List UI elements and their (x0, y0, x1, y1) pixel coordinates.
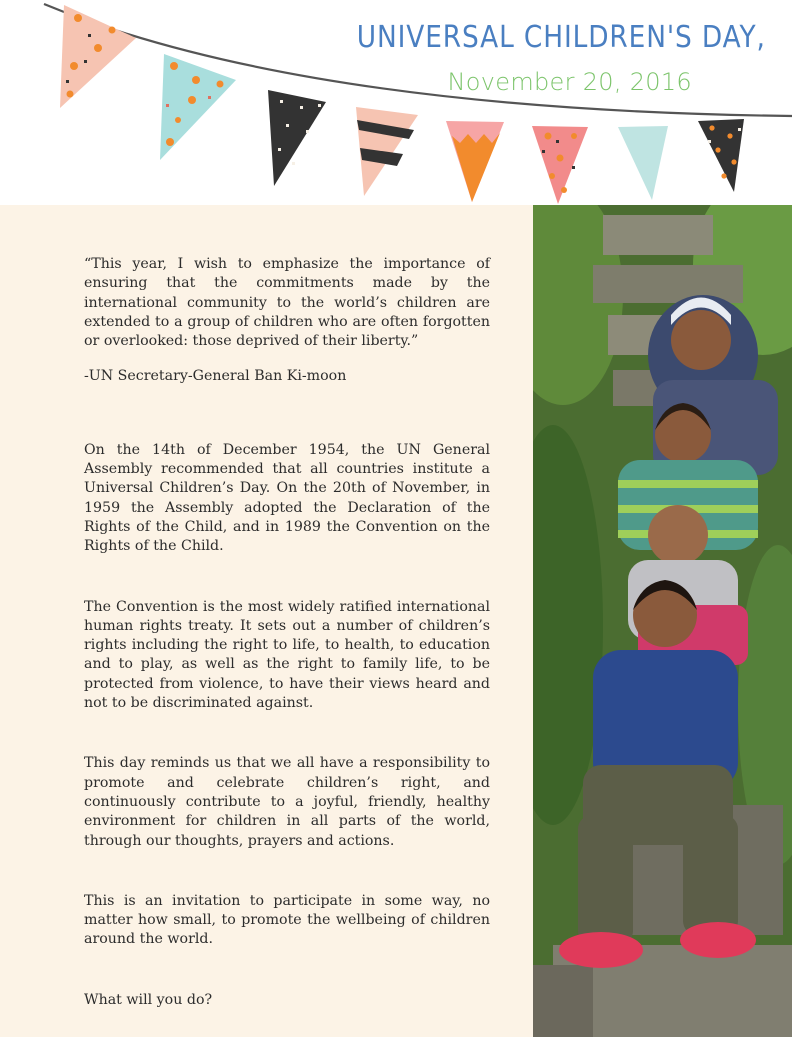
history-paragraph: On the 14th of December 1954, the UN General Assembly recommended that all countries institute a Universal Children’s Day. On the 20th of November, in 1959 the Assembly adopted the Declaration of the Rights of the Child, and in 1989 the Convention on the Rights of the Child. (84, 441, 490, 555)
bunting-flag-8 (698, 119, 744, 192)
bunting-flag-3 (268, 90, 326, 186)
page-title: UNIVERSAL CHILDREN'S DAY, (356, 20, 766, 55)
bunting-flag-6 (532, 126, 588, 204)
children-photo (533, 205, 792, 1037)
quote-attribution: -UN Secretary-General Ban Ki-moon (84, 368, 347, 385)
bunting-flag-2 (160, 54, 236, 160)
invitation-paragraph: This is an invitation to participate in some way, no matter how small, to promote the wellbeing of children around the world. (84, 892, 490, 948)
bunting-flag-5 (446, 121, 504, 202)
responsibility-paragraph: This day reminds us that we all have a responsibility to promote and celebrate children’s right, and continuously contribute to a joyful, friendly, healthy environment for children in all parts of the world, through our thoughts, prayers and actions. (84, 755, 490, 849)
bunting-flag-7 (618, 126, 668, 200)
convention-paragraph: The Convention is the most widely ratified international human rights treaty. It sets out a number of children’s rights including the right to life, to health, to education and to play, as well as the right to family life, to be protected from violence, to have their views heard and not to be discriminated against. (84, 598, 490, 712)
closing-question: What will you do? (84, 991, 213, 1008)
header (0, 0, 792, 205)
event-date: November 20, 2016 (447, 68, 692, 96)
bunting-flag-1 (60, 5, 136, 108)
children-photo-illustration (533, 205, 792, 1037)
article-body (84, 255, 490, 1010)
quote-paragraph: “This year, I wish to emphasize the importance of ensuring that the commitments made by the international community to the world’s children are extended to a group of children who are often forgotten or overlooked: those deprived of their liberty.” (84, 256, 490, 350)
bunting-flag-4 (356, 107, 418, 196)
text-panel (0, 205, 533, 1037)
